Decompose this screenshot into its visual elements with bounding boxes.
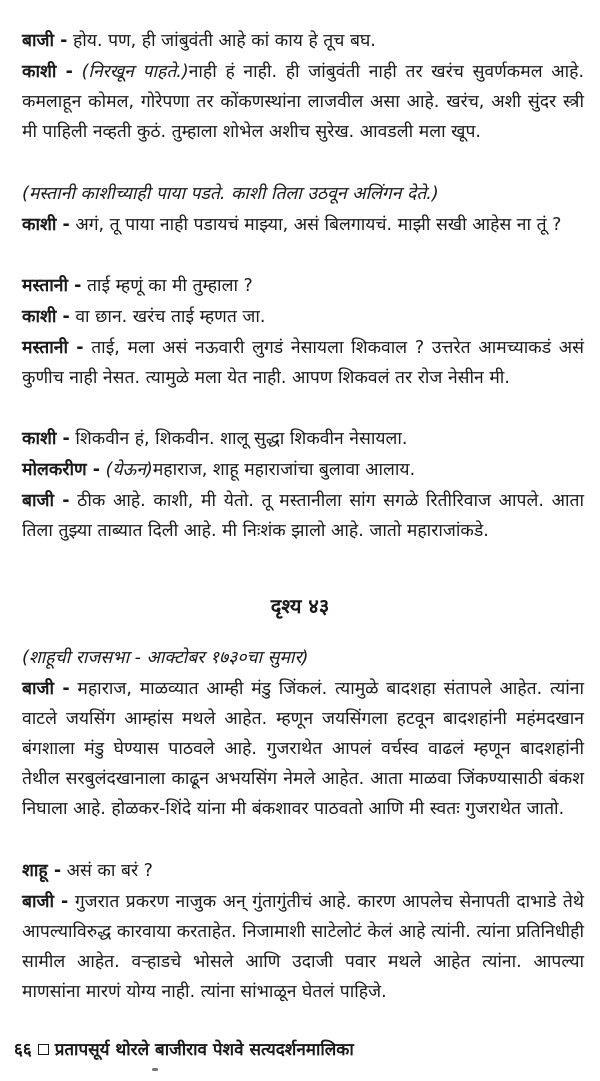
dialogue-text: गुजरात प्रकरण नाजुक अन् गुंतागुंतीचं आहे. कारण आपलेच सेनापती दाभाडे तेथे आपल्याविरुद्ध कारवाया करताहेत. निजामाशी साटेलोटं केलं आहे त्यांनी. त्यांना प्रतिनिधीही सामील आहेत. वऱ्हाडचे भोसले आणि उदाजी पवार मथले आहेत त्यांना. आपल्या माणसांना मारणं योग्य नाही. त्यांना सांभाळून घेतलं पाहिजे. [22,892,584,1002]
ink-speck [152,1068,158,1071]
dialogue-text: होय. पण, ही जांबुवंती आहे कां काय हे तूच बघ. [67,31,376,51]
dialogue-text: ताई म्हणूं का मी तुम्हाला ? [81,276,253,296]
dialogue-line [22,57,584,147]
dialogue-line [22,333,584,393]
dialogue-line [22,424,584,454]
stage-direction-line [22,179,584,209]
dialogue-text: शिकवीन हं, शिकवीन. शालू सुद्धा शिकवीन नेसायला. [69,429,408,449]
page-number: ६६ [14,1040,32,1060]
speaker-name: बाजी - [22,679,70,699]
dialogue-text: ठीक आहे. काशी, मी येतो. तू मस्तानीला सांग सगळे रितीरिवाज आपले. आता तिला तुझ्या ताब्यात दिली आहे. मी निःशंक झालो आहे. जातो महाराजांकडे. [22,491,584,541]
speaker-name: काशी - [22,307,70,327]
dialogue-line [22,856,584,886]
speaker-name: बाजी - [22,892,69,912]
speaker-name: मस्तानी - [22,338,84,358]
speaker-name: काशी - [22,429,70,449]
dialogue-line [22,674,584,824]
dialogue-text: असं का बरं ? [61,861,153,881]
stage-direction: (मस्तानी काशीच्याही पाया पडते. काशी तिला उठवून अलिंगन देते.) [22,184,439,204]
dialogue-text: अगं, तू पाया नाही पडायचं माझ्या, असं बिलगायचं. माझी सखी आहेस ना तूं ? [69,215,562,235]
dialogue-line [22,271,584,301]
speaker-name: मस्तानी - [22,276,82,296]
speaker-name: बाजी - [22,31,68,51]
dialogue-text: नाही हं नाही. ही जांबुवंती नाही तर खरंच सुवर्णकमल आहे. कमलाहून कोमल, गोरेपणा तर कोंकणस्थांना लाजवील असा आहे. खरंच, अशी सुंदर स्त्री मी पाहिली नव्हती कुठं. तुम्हाला शोभेल अशीच सुरेख. आवडली मला खूप. [22,62,585,142]
dialogue-line [22,486,584,546]
dialogue-line [22,26,584,56]
dialogue-line [22,302,584,332]
speaker-name: काशी - [22,215,70,235]
scene-heading: दृश्य ४३ [270,594,330,618]
stage-direction: (शाहूची राजसभा - आक्टोबर १७३०चा सुमार) [22,648,309,668]
speaker-name: मोलकरीण - [22,460,101,480]
dialogue-text: महाराज, शाहू महाराजांचा बुलावा आलाय. [152,460,416,480]
dialogue-text: महाराज, माळव्यात आम्ही मंडु जिंकलं. त्यामुळे बादशहा संतापले आहेत. त्यांना वाटले जयसिंग आम्हांस मथले आहेत. म्हणून जयसिंगला हटवून बादशहांनी महंमदखान बंगशाला मंडु घेण्यास पाठवले आहे. गुजराथेत आपलं वर्चस्व वाढलं म्हणून बादशहांनी तेथील सरबुलंदखानाला काढून अभयसिंग नेमले आहेत. आता माळवा जिंकण्यासाठी बंकश निघाला आहे. होळकर-शिंदे यांना मी बंकशावर पाठवतो आणि मी स्वतः गुजराथेत जातो. [22,679,584,819]
square-bullet-icon [38,1044,49,1055]
dialogue-line [22,210,584,240]
stage-direction-line [22,643,584,673]
dialogue-line [22,887,584,1007]
speaker-name: शाहू - [22,861,62,881]
speaker-name: काशी - [22,62,73,82]
stage-direction: (येऊन) [100,460,153,480]
speaker-name: बाजी - [22,491,70,511]
page-footer [14,1037,584,1063]
series-title: प्रतापसूर्य थोरले बाजीराव पेशवे सत्यदर्शनमालिका [54,1040,354,1060]
dialogue-line [22,455,584,485]
dialogue-text: ताई, मला असं नऊवारी लुगडं नेसायला शिकवाल ? उत्तरेत आमच्याकडं असं कुणीच नाही नेसत. त्यामुळे मला येत नाही. आपण शिकवलं तर रोज नेसीन मी. [22,338,584,388]
dialogue-text: वा छान. खरंच ताई म्हणत जा. [69,307,266,327]
stage-direction: (निरखून पाहते.) [72,62,189,82]
